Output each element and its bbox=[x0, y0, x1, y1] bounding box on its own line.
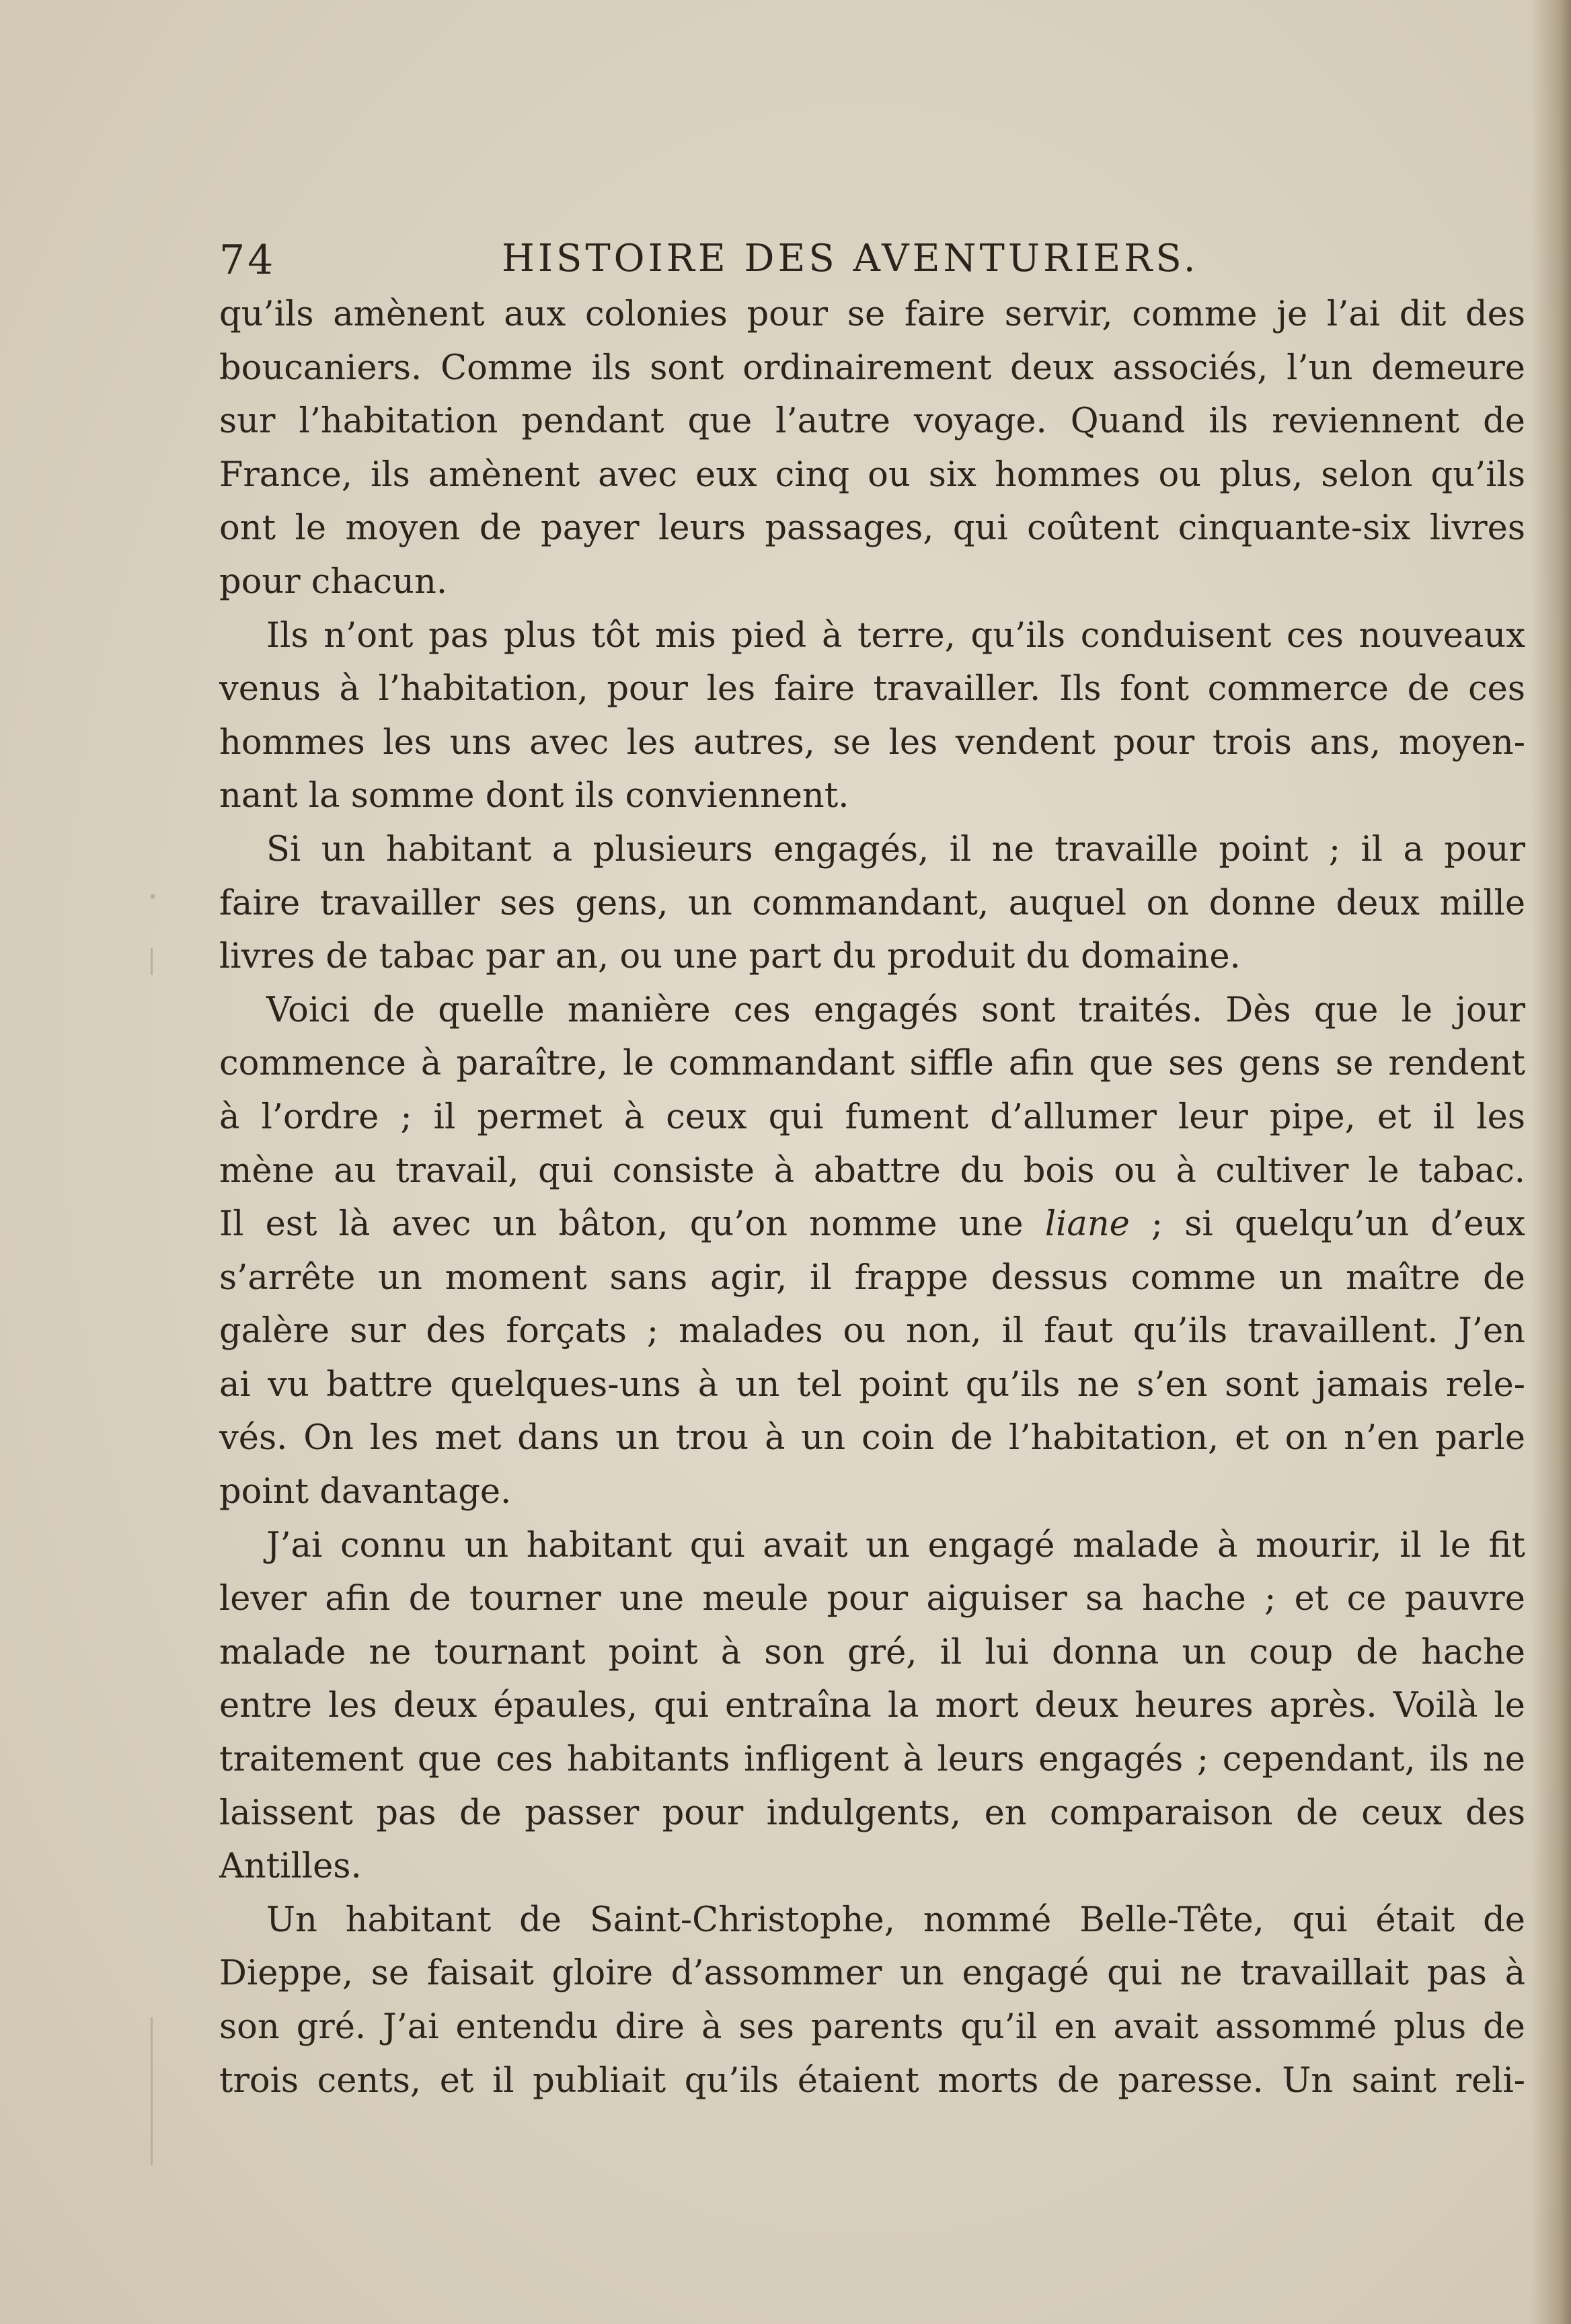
text-line: laissent pas de passer pour indulgents, en comparaison de ceux des bbox=[219, 1793, 1525, 1833]
body-text bbox=[219, 288, 1525, 2107]
text-line: à l’ordre ; il permet à ceux qui fument d’allumer leur pipe, et il les bbox=[219, 1097, 1525, 1137]
margin-mark bbox=[151, 948, 153, 975]
text-line: traitement que ces habitants infligent à leurs engagés ; cependant, ils ne bbox=[219, 1740, 1525, 1780]
text-line: boucaniers. Comme ils sont ordinairement deux associés, l’un demeure bbox=[219, 348, 1525, 388]
running-head bbox=[219, 237, 1525, 288]
text-line: Un habitant de Saint-Christophe, nommé Belle-Tête, qui était de bbox=[266, 1900, 1525, 1940]
text-line: vés. On les met dans un trou à un coin de l’habitation, et on n’en parle bbox=[219, 1418, 1525, 1459]
text-line: sur l’habitation pendant que l’autre voyage. Quand ils reviennent de bbox=[219, 401, 1525, 442]
text-line: faire travailler ses gens, un commandant, auquel on donne deux mille bbox=[219, 883, 1525, 923]
text-line: pour chacun. bbox=[219, 561, 448, 602]
text-line: ont le moyen de payer leurs passages, qui coûtent cinquante-six livres bbox=[219, 508, 1525, 549]
text-block bbox=[219, 237, 1525, 2107]
margin-mark bbox=[151, 2017, 153, 2165]
text-line: France, ils amènent avec eux cinq ou six hommes ou plus, selon qu’ils bbox=[219, 455, 1525, 495]
text-line: livres de tabac par an, ou une part du produit du domaine. bbox=[219, 937, 1241, 977]
text-line: entre les deux épaules, qui entraîna la mort deux heures après. Voilà le bbox=[219, 1686, 1525, 1726]
text-line: nant la somme dont ils conviennent. bbox=[219, 776, 849, 816]
page-number: 74 bbox=[219, 237, 276, 284]
page-edge-shadow bbox=[1531, 0, 1571, 2324]
text-line: Il est là avec un bâton, qu’on nomme une liane ; si quelqu’un d’eux bbox=[219, 1204, 1525, 1245]
text-line: J’ai connu un habitant qui avait un engagé malade à mourir, il le fit bbox=[266, 1525, 1525, 1565]
text-line: trois cents, et il publiait qu’ils étaient morts de paresse. Un saint reli- bbox=[219, 2060, 1525, 2101]
text-line: hommes les uns avec les autres, se les vendent pour trois ans, moyen- bbox=[219, 722, 1525, 763]
margin-mark bbox=[151, 894, 155, 898]
text-line: mène au travail, qui consiste à abattre du bois ou à cultiver le tabac. bbox=[219, 1151, 1525, 1191]
text-line: malade ne tournant point à son gré, il lui donna un coup de hache bbox=[219, 1632, 1525, 1672]
text-line: commence à paraître, le commandant siffle afin que ses gens se rendent bbox=[219, 1044, 1525, 1084]
text-line: lever afin de tourner une meule pour aiguiser sa hache ; et ce pauvre bbox=[219, 1579, 1525, 1619]
text-line: Dieppe, se faisait gloire d’assommer un engagé qui ne travaillait pas à bbox=[219, 1953, 1525, 1994]
text-line: Voici de quelle manière ces engagés sont traités. Dès que le jour bbox=[266, 990, 1525, 1030]
text-line: point davantage. bbox=[219, 1472, 512, 1512]
text-line: son gré. J’ai entendu dire à ses parents qu’il en avait assommé plus de bbox=[219, 2007, 1525, 2047]
text-line: s’arrête un moment sans agir, il frappe dessus comme un maître de bbox=[219, 1257, 1525, 1298]
italic-word: liane bbox=[1044, 1204, 1130, 1245]
text-line: Si un habitant a plusieurs engagés, il ne travaille point ; il a pour bbox=[266, 829, 1525, 869]
text-line: qu’ils amènent aux colonies pour se faire servir, comme je l’ai dit des bbox=[219, 295, 1525, 334]
text-line: Antilles. bbox=[219, 1847, 362, 1887]
text-line: Ils n’ont pas plus tôt mis pied à terre, qu’ils conduisent ces nouveaux bbox=[266, 615, 1525, 656]
text-line: galère sur des forçats ; malades ou non, il faut qu’ils travaillent. J’en bbox=[219, 1311, 1525, 1352]
running-title: HISTOIRE DES AVENTURIERS. bbox=[502, 237, 1199, 280]
text-line: ai vu battre quelques-uns à un tel point qu’ils ne s’en sont jamais rele- bbox=[219, 1364, 1525, 1405]
text-line: venus à l’habitation, pour les faire travailler. Ils font commerce de ces bbox=[219, 669, 1525, 709]
